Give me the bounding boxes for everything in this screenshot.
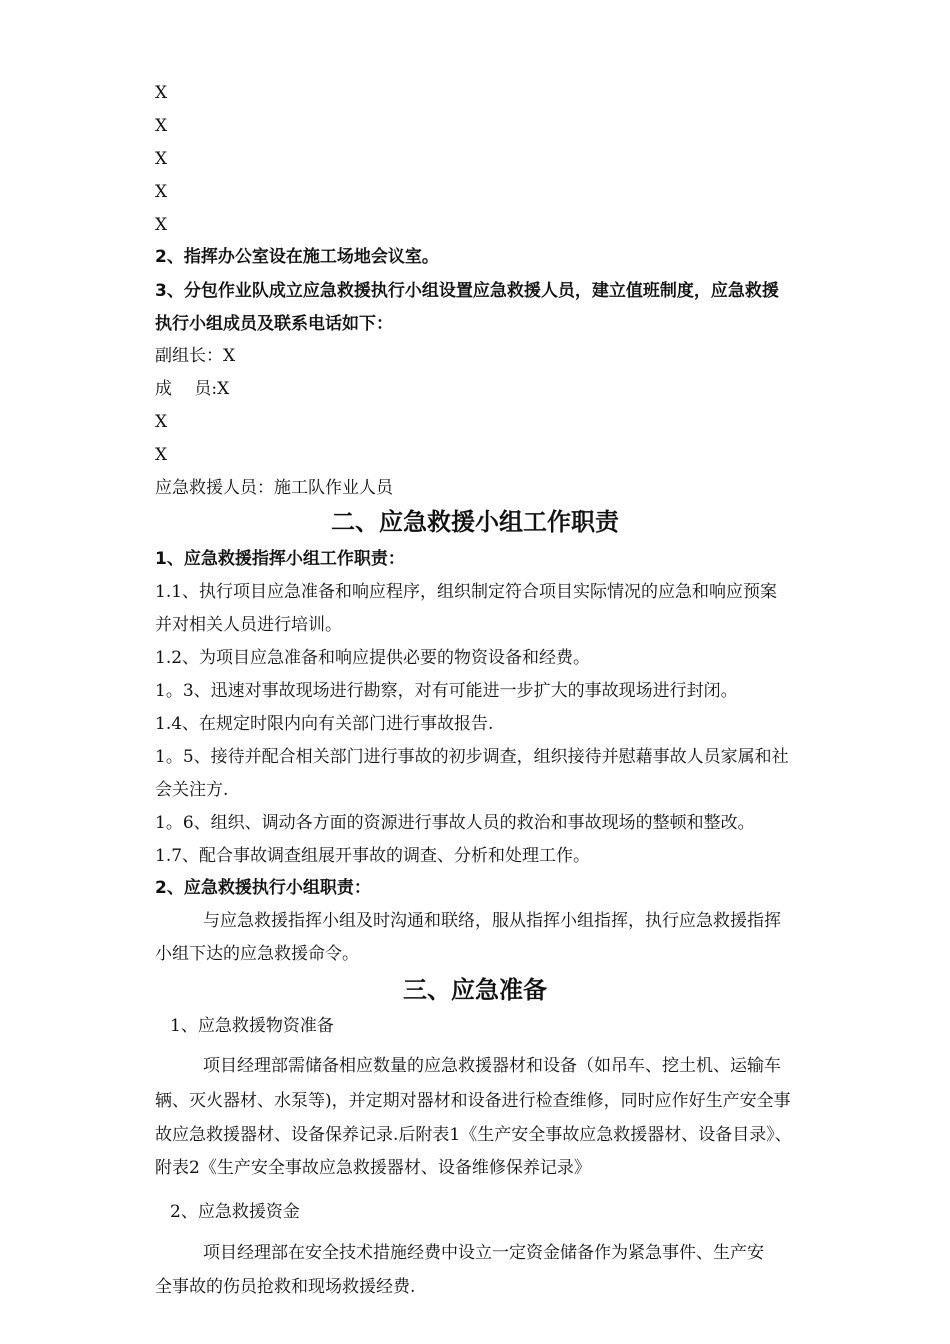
materials-para-line-4: 附表2《生产安全事故应急救援器材、设备维修保养记录》 bbox=[155, 1158, 591, 1178]
deputy-leader: 副组长：X bbox=[155, 346, 236, 366]
exec-duty-line-2: 小组下达的应急救援命令。 bbox=[155, 944, 359, 964]
section-3-sub-2: 2、应急救援资金 bbox=[170, 1202, 300, 1222]
placeholder-line: X bbox=[155, 83, 168, 103]
funds-para-line-2: 全事故的伤员抢救和现场救援经费. bbox=[155, 1277, 416, 1297]
section-2-sub-1: 1、应急救援指挥小组工作职责： bbox=[155, 549, 405, 569]
materials-para-line-3: 故应急救援器材、设备保养记录.后附表1《生产安全事故应急救援器材、设备目录》、 bbox=[155, 1125, 792, 1145]
section-3-heading: 三、应急准备 bbox=[403, 976, 547, 1004]
funds-para-line-1: 项目经理部在安全技术措施经费中设立一定资金储备作为紧急事件、生产安 bbox=[203, 1243, 764, 1263]
section-3-sub-1: 1、应急救援物资准备 bbox=[170, 1016, 334, 1036]
duty-1-4: 1.4、在规定时限内向有关部门进行事故报告. bbox=[155, 714, 494, 734]
duty-1-6: 1。6、组织、调动各方面的资源进行事故人员的救治和事故现场的整顿和整改。 bbox=[155, 813, 755, 833]
placeholder-line: X bbox=[155, 182, 168, 202]
placeholder-line: X bbox=[155, 149, 168, 169]
placeholder-line: X bbox=[155, 215, 168, 235]
duty-1-5-line-1: 1。5、接待并配合相关部门进行事故的初步调查，组织接待并慰藉事故人员家属和社 bbox=[155, 747, 789, 767]
exec-duty-line-1: 与应急救援指挥小组及时沟通和联络，服从指挥小组指挥，执行应急救援指挥 bbox=[203, 911, 781, 931]
section-2-heading: 二、应急救援小组工作职责 bbox=[331, 508, 619, 536]
duty-1-2: 1.2、为项目应急准备和响应提供必要的物资设备和经费。 bbox=[155, 648, 591, 668]
item-3-line-1: 3、分包作业队成立应急救援执行小组设置应急救援人员，建立值班制度，应急救援 bbox=[155, 281, 779, 301]
rescue-personnel: 应急救援人员：施工队作业人员 bbox=[155, 478, 393, 498]
duty-1-5-line-2: 会关注方. bbox=[155, 780, 229, 800]
member: 成 员:X bbox=[155, 379, 230, 399]
section-2-sub-2: 2、应急救援执行小组职责： bbox=[155, 878, 371, 898]
duty-1-3: 1。3、迅速对事故现场进行勘察，对有可能进一步扩大的事故现场进行封闭。 bbox=[155, 681, 738, 701]
materials-para-line-2: 辆、灭火器材、水泵等)，并定期对器材和设备进行检查维修，同时应作好生产安全事 bbox=[155, 1091, 791, 1111]
placeholder-line: X bbox=[155, 116, 168, 136]
duty-1-1-line-1: 1.1、执行项目应急准备和响应程序，组织制定符合项目实际情况的应急和响应预案 bbox=[155, 582, 778, 602]
item-2: 2、指挥办公室设在施工场地会议室。 bbox=[155, 247, 439, 267]
materials-para-line-1: 项目经理部需储备相应数量的应急救援器材和设备（如吊车、挖土机、运输车 bbox=[203, 1056, 781, 1076]
item-3-line-2: 执行小组成员及联系电话如下： bbox=[155, 314, 393, 334]
duty-1-1-line-2: 并对相关人员进行培训。 bbox=[155, 615, 342, 635]
member-x: X bbox=[155, 445, 168, 465]
member-x: X bbox=[155, 412, 168, 432]
duty-1-7: 1.7、配合事故调查组展开事故的调查、分析和处理工作。 bbox=[155, 846, 591, 866]
